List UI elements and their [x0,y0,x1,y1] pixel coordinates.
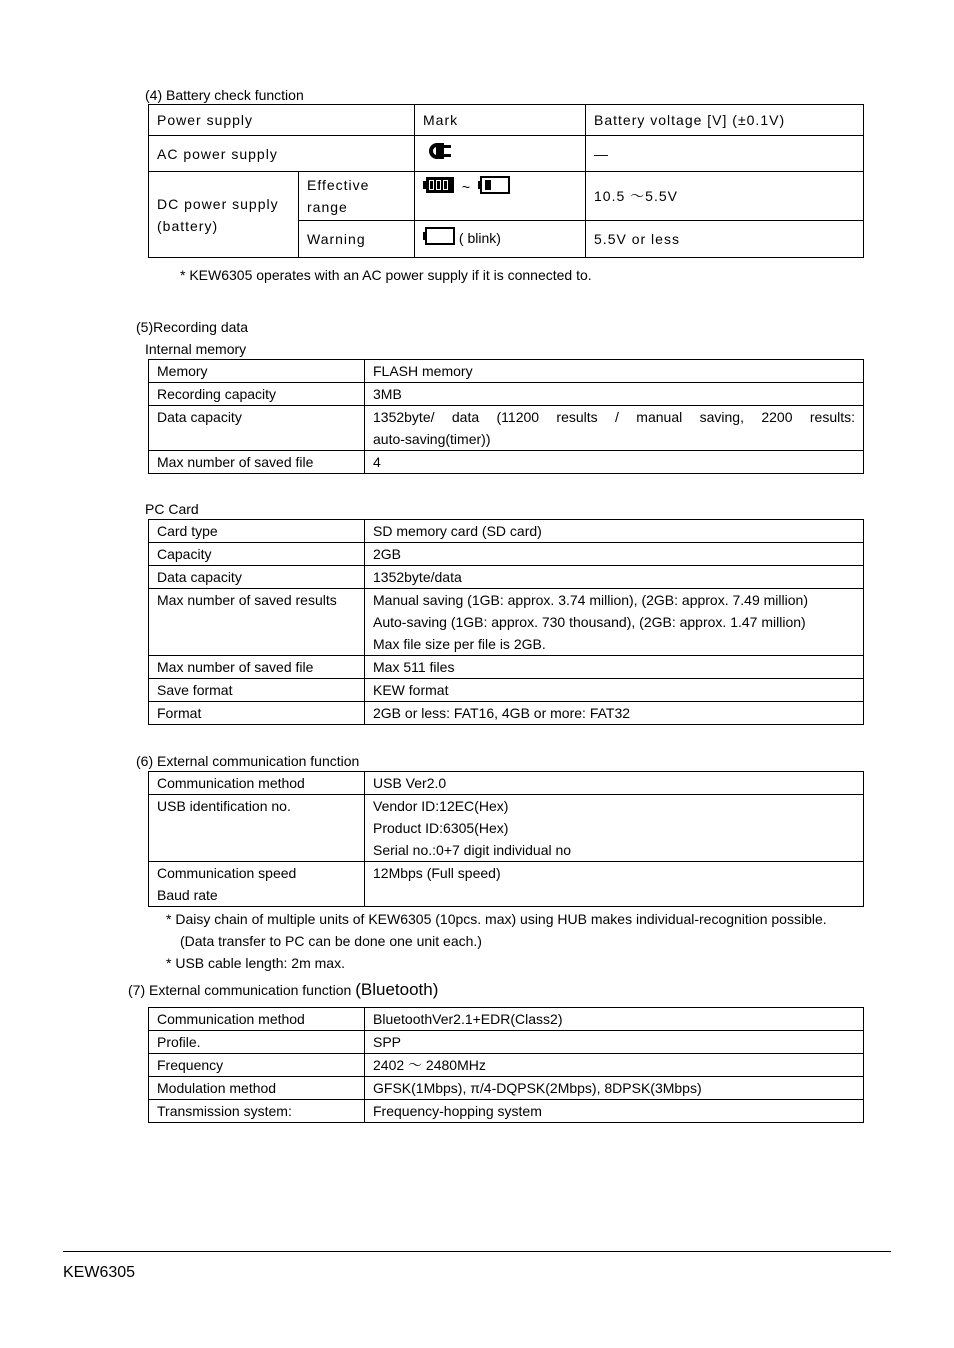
row-value: 4 [365,451,864,474]
table-row [149,451,864,474]
ac-row [149,136,864,172]
row-value: SPP [365,1031,864,1054]
dc-effective-row [149,172,864,221]
dc-label: DC power supply (battery) [149,172,299,258]
pc-card-heading: PC Card [145,501,199,517]
table-row [149,702,864,725]
row-value: 2GB or less: FAT16, 4GB or more: FAT32 [365,702,864,725]
row-label: USB identification no. [149,795,365,862]
row-label: Capacity [149,543,365,566]
bluetooth-heading-suffix: (Bluetooth) [355,980,439,999]
row-label: Communication method [149,772,365,795]
table-row [149,566,864,589]
battery-check-heading: (4) Battery check function [145,87,304,103]
header-power-supply: Power supply [149,105,415,136]
bluetooth-heading-text: (7) External communication function [128,982,352,998]
value-line: 1352byte/ data (11200 results / manual saving, 2200 results: [373,409,855,425]
battery-check-table [148,104,864,258]
row-label: Modulation method [149,1077,365,1100]
row-label [149,862,365,907]
row-value: GFSK(1Mbps), π/4-DQPSK(2Mbps), 8DPSK(3Mbps) [365,1077,864,1100]
table-row [149,1031,864,1054]
warning-mark [415,221,586,258]
row-label: Frequency [149,1054,365,1077]
header-voltage: Battery voltage [V] (±0.1V) [586,105,864,136]
row-value: Max 511 files [365,656,864,679]
recording-heading: (5)Recording data [136,319,249,335]
battery-header-row [149,105,864,136]
table-row [149,862,864,907]
row-value: SD memory card (SD card) [365,520,864,543]
effective-voltage: 10.5 ～5.5V [586,172,864,221]
internal-memory-table [148,359,864,474]
warning-voltage: 5.5V or less [586,221,864,258]
battery-note: * KEW6305 operates with an AC power supply if it is connected to. [180,267,592,283]
battery-empty-icon [423,227,455,251]
row-label: Communication method [149,1008,365,1031]
value-line: Serial no.:0+7 digit individual no [373,842,572,858]
row-label: Memory [149,360,365,383]
ac-mark [415,136,586,172]
ac-label: AC power supply [149,136,415,172]
effective-tilde: ~ [461,179,472,195]
row-label: Profile. [149,1031,365,1054]
label-line: Baud rate [157,887,218,903]
value-line: Product ID:6305(Hex) [373,820,509,836]
effective-mark [415,172,586,221]
table-row [149,656,864,679]
row-value: 2402 ～ 2480MHz [365,1054,864,1077]
row-value [365,406,864,451]
table-row [149,1100,864,1123]
table-row [149,795,864,862]
bluetooth-table [148,1007,864,1123]
row-label: Recording capacity [149,383,365,406]
table-row [149,679,864,702]
usb-note-2: (Data transfer to PC can be done one unit each.) [180,933,482,949]
row-value: 2GB [365,543,864,566]
usb-note-3: * USB cable length: 2m max. [166,955,345,971]
row-label: Save format [149,679,365,702]
table-row [149,1008,864,1031]
usb-table [148,771,864,907]
effective-label: Effective range [299,172,415,221]
row-value: Frequency-hopping system [365,1100,864,1123]
table-row [149,360,864,383]
row-value [365,795,864,862]
internal-memory-heading: Internal memory [145,341,247,357]
row-value: USB Ver2.0 [365,772,864,795]
footer-model: KEW6305 [63,1264,136,1281]
plug-icon [423,141,455,167]
battery-low-icon [478,176,510,200]
row-value: 1352byte/data [365,566,864,589]
usb-heading: (6) External communication function [136,753,360,769]
usb-note-1: * Daisy chain of multiple units of KEW6305 (10pcs. max) using HUB makes individual-recognition possible. [166,911,827,927]
warning-label: Warning [299,221,415,258]
warning-mark-text: ( blink) [458,229,501,246]
value-line: Manual saving (1GB: approx. 3.74 million), (2GB: approx. 7.49 million) [373,592,808,608]
row-value: BluetoothVer2.1+EDR(Class2) [365,1008,864,1031]
row-value: 12Mbps (Full speed) [365,862,864,907]
table-row [149,383,864,406]
row-label: Data capacity [149,566,365,589]
row-label: Max number of saved results [149,589,365,656]
table-row [149,772,864,795]
header-mark: Mark [415,105,586,136]
table-row [149,543,864,566]
table-row [149,1077,864,1100]
value-line: auto-saving(timer)) [373,431,491,447]
footer-divider [63,1251,891,1252]
battery-full-icon [423,176,455,200]
row-value [365,589,864,656]
value-line: Auto-saving (1GB: approx. 730 thousand), (2GB: approx. 1.47 million) [373,614,806,630]
label-line: Communication speed [157,865,297,881]
bluetooth-heading [128,981,438,999]
value-line: Max file size per file is 2GB. [373,636,546,652]
table-row [149,520,864,543]
row-label: Transmission system: [149,1100,365,1123]
ac-voltage: — [586,136,864,172]
value-line: Vendor ID:12EC(Hex) [373,798,509,814]
pc-card-table [148,519,864,725]
row-label: Card type [149,520,365,543]
table-row [149,1054,864,1077]
table-row [149,406,864,451]
table-row [149,589,864,656]
row-value: 3MB [365,383,864,406]
row-label: Max number of saved file [149,451,365,474]
row-label: Data capacity [149,406,365,451]
row-label: Format [149,702,365,725]
row-value: FLASH memory [365,360,864,383]
row-label: Max number of saved file [149,656,365,679]
row-value: KEW format [365,679,864,702]
